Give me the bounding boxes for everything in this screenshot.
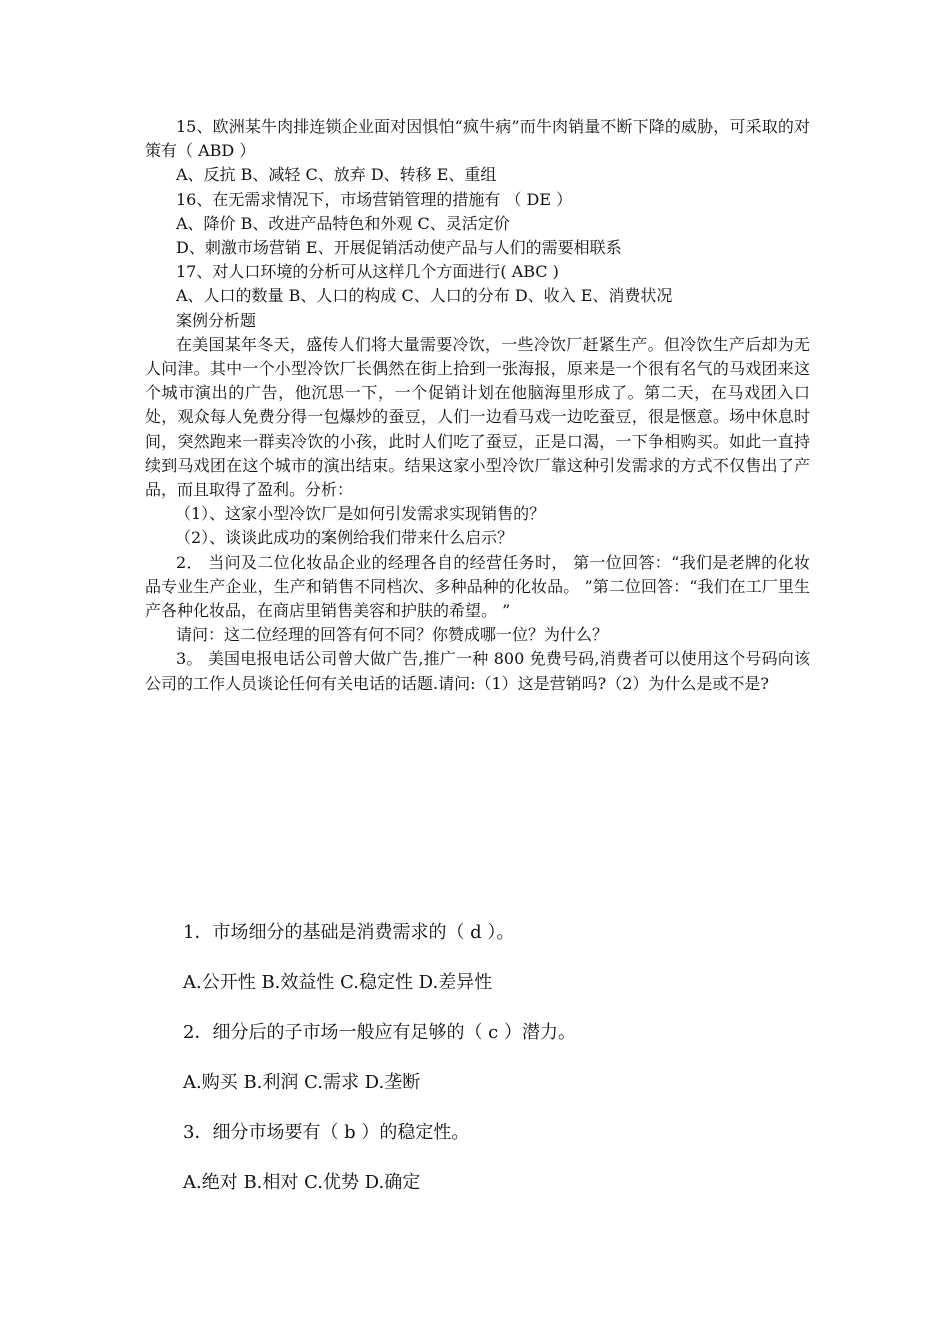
question-16-options-line-2: D、刺激市场营销 E、开展促销活动使产品与人们的需要相联系: [176, 238, 622, 258]
segmentation-question-3-options: A.绝对 B.相对 C.优势 D.确定: [183, 1172, 421, 1193]
case-1-text: 在美国某年冬天，盛传人们将大量需要冷饮，一些冷饮厂赶紧生产。但冷饮生产后却为无人问津。其中一个小型冷饮厂长偶然在街上拾到一张海报，原来是一个很有名气的马戏团来这个城市演出的广告，他沉思一下，一个促销计划在他脑海里形成了。第二天，在马戏团入口处，观众每人免费分得一包爆炒的蚕豆，人们一边看马戏一边吃蚕豆，很是惬意。场中休息时间，突然跑来一群卖冷饮的小孩，此时人们吃了蚕豆，正是口渴，一下争相购买。如此一直持续到马戏团在这个城市的演出结束。结果这家小型冷饮厂靠这种引发需求的方式不仅售出了产品，而且取得了盈利。分析：: [145, 334, 810, 500]
segmentation-question-1-options: A.公开性 B.效益性 C.稳定性 D.差异性: [183, 972, 493, 993]
case-3-text: 3。 美国电报电话公司曾大做广告,推广一种 800 免费号码,消费者可以使用这个号码向该公司的工作人员谈论任何有关电话的话题.请问:（1）这是营销吗?（2）为什么是或不是?: [145, 649, 810, 693]
question-16: 16、在无需求情况下，市场营销管理的措施有 （ DE ）: [176, 189, 573, 209]
question-15-options: A、反抗 B、减轻 C、放弃 D、转移 E、重组: [176, 165, 497, 185]
segmentation-question-1: 1．市场细分的基础是消费需求的（ d ）。: [183, 922, 515, 943]
question-15: 15、欧洲某牛肉排连锁企业面对因惧怕“疯牛病”而牛肉销量不断下降的威胁，可采取的对策有（ ABD ）: [145, 117, 810, 161]
question-17: 17、对人口环境的分析可从这样几个方面进行( ABC ): [176, 262, 559, 282]
case-1-question-1: （1）、这家小型冷饮厂是如何引发需求实现销售的？: [175, 504, 546, 524]
case-analysis-heading: 案例分析题: [176, 310, 257, 330]
case-1-question-2: （2）、谈谈此成功的案例给我们带来什么启示？: [175, 528, 514, 548]
question-17-options: A、人口的数量 B、人口的构成 C、人口的分布 D、收入 E、消费状况: [176, 286, 673, 306]
question-16-options-line-1: A、降价 B、改进产品特色和外观 C、灵活定价: [176, 213, 510, 233]
segmentation-question-3: 3．细分市场要有（ b ）的稳定性。: [183, 1122, 470, 1143]
segmentation-question-2: 2．细分后的子市场一般应有足够的（ c ）潜力。: [183, 1022, 576, 1043]
segmentation-question-2-options: A.购买 B.利润 C.需求 D.垄断: [183, 1072, 421, 1093]
case-2-text: 2． 当问及二位化妆品企业的经理各自的经营任务时， 第一位回答：“我们是老牌的化妆品专业生产企业，生产和销售不同档次、多种品种的化妆品。 ”第二位回答：“我们在工厂里生产各种化妆品，在商店里销售美容和护肤的希望。 ”: [145, 552, 810, 621]
exam-section-multiple-choice-and-cases: [145, 115, 810, 696]
case-2-question: 请问：这二位经理的回答有何不同？你赞成哪一位？为什么？: [176, 625, 609, 645]
exam-section-market-segmentation: [183, 920, 823, 1220]
